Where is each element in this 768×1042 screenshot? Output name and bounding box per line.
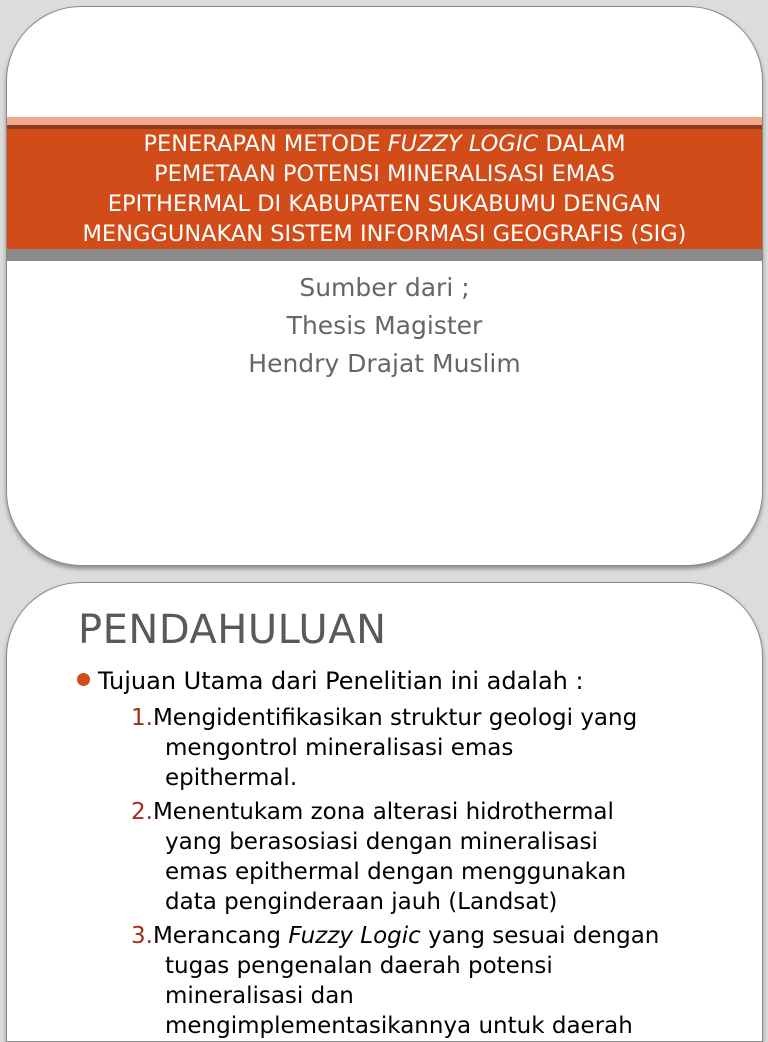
slide-heading: PENDAHULUAN — [78, 607, 387, 653]
objectives-list — [131, 703, 741, 1042]
main-bullet — [77, 667, 584, 695]
list-item-text: epithermal. — [165, 765, 298, 791]
title-slide — [6, 6, 763, 566]
list-item-text: data penginderaan jauh (Landsat) — [165, 889, 558, 915]
title-line-2: PEMETAAN POTENSI MINERALISASI EMAS — [154, 161, 615, 187]
list-item — [131, 703, 741, 793]
list-number: 1. — [131, 705, 153, 731]
list-item-text: Merancang — [152, 923, 289, 949]
list-item-text: Menentukam zona alterasi hidrothermal — [152, 799, 614, 825]
bullet-dot-icon — [77, 673, 90, 686]
list-item — [131, 921, 741, 1041]
title-band-bottom-stripe — [7, 249, 762, 261]
subtitle-source: Sumber dari ; — [299, 273, 470, 302]
list-item-text: tugas pengenalan daerah potensi — [165, 953, 553, 979]
main-bullet-text: Tujuan Utama dari Penelitian ini adalah : — [98, 667, 584, 695]
subtitle-block — [7, 269, 762, 383]
title-line-3: EPITHERMAL DI KABUPATEN SUKABUMU DENGAN — [107, 191, 662, 217]
subtitle-author: Hendry Drajat Muslim — [248, 349, 521, 378]
title-line-4: MENGGUNAKAN SISTEM INFORMASI GEOGRAFIS (SIG) — [82, 221, 687, 247]
list-number: 3. — [131, 923, 153, 949]
list-item — [131, 797, 741, 917]
list-number: 2. — [131, 799, 153, 825]
title-line-1: PENERAPAN METODE FUZZY LOGIC DALAM — [143, 131, 626, 157]
title-band — [7, 129, 762, 249]
list-item-text: yang berasosiasi dengan mineralisasi — [165, 829, 598, 855]
list-item-text: yang sesuai dengan — [420, 923, 660, 949]
intro-slide — [6, 582, 763, 1042]
title-band-top-stripe — [7, 117, 762, 125]
list-item-text: Mengidentifikasikan struktur geologi yang — [152, 705, 638, 731]
list-item-text: mineralisasi dan — [165, 983, 354, 1009]
list-item-text: mengontrol mineralisasi emas — [165, 735, 514, 761]
list-item-italic: Fuzzy Logic — [288, 923, 421, 949]
list-item-text: emas epithermal dengan menggunakan — [165, 859, 627, 885]
list-item-text: mengimplementasikannya untuk daerah — [165, 1013, 633, 1039]
subtitle-thesis: Thesis Magister — [286, 311, 483, 340]
